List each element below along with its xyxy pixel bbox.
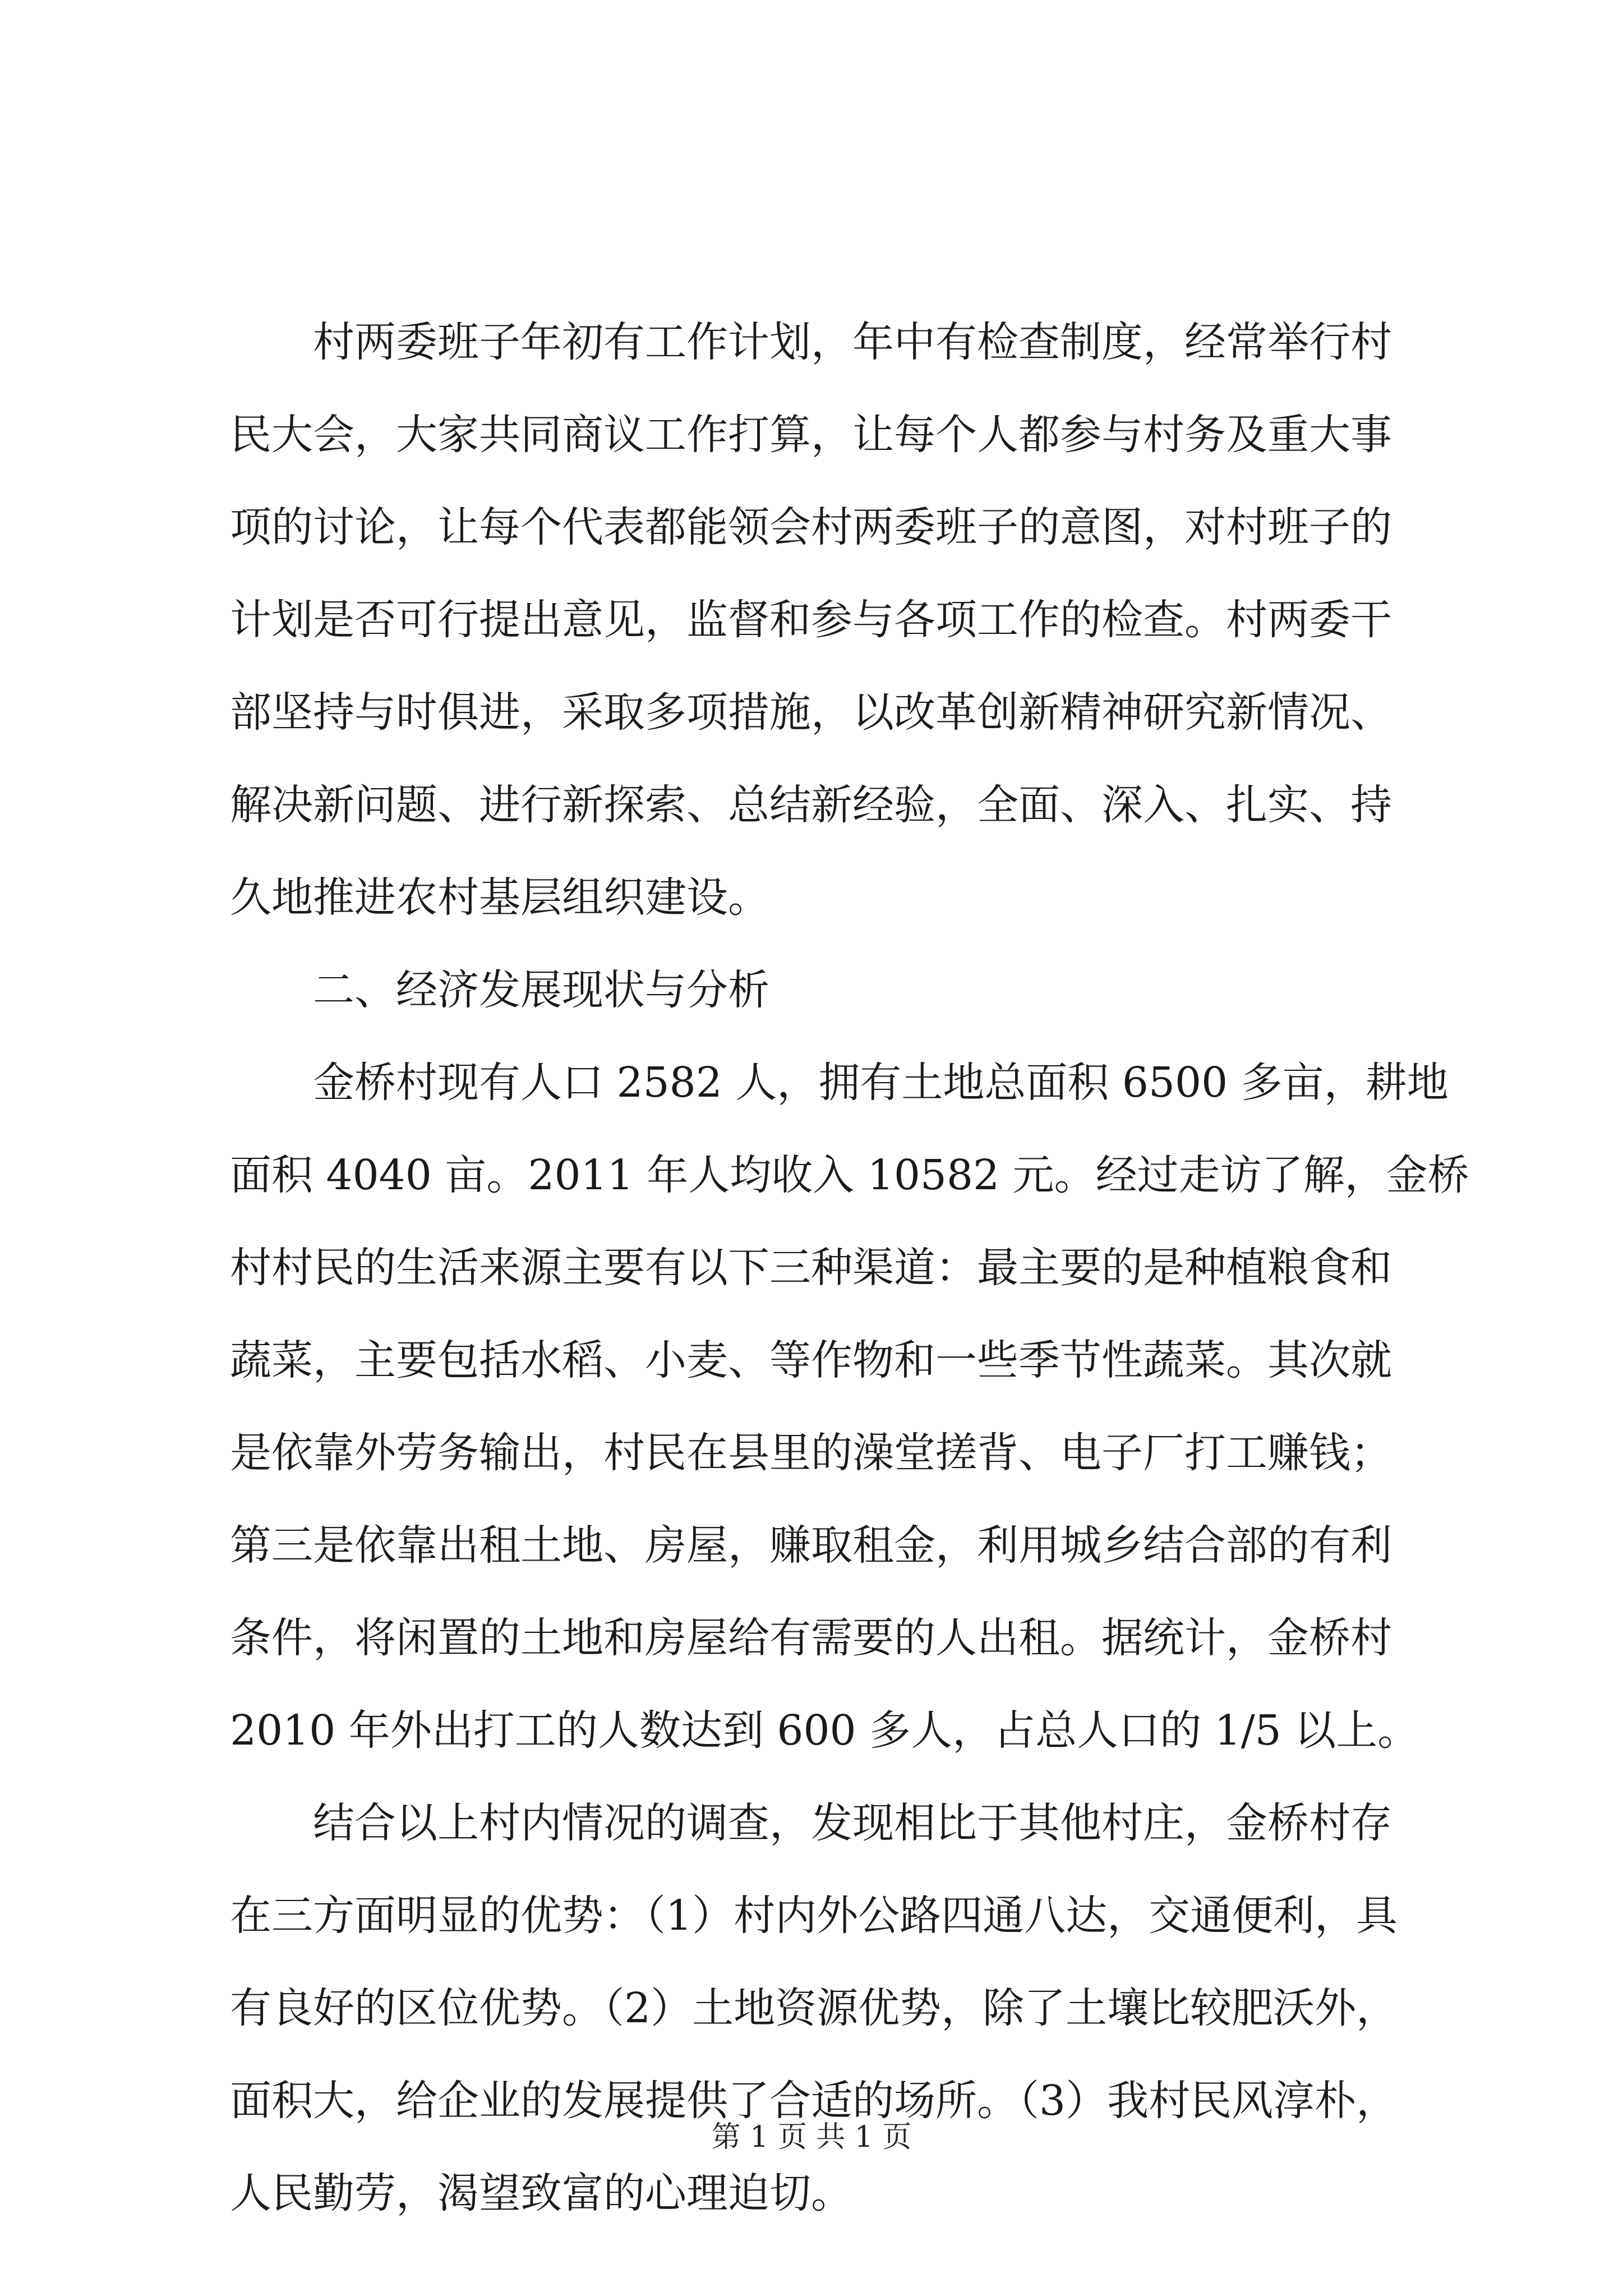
paragraph-line: 计划是否可行提出意见，监督和参与各项工作的检查。村两委干 xyxy=(230,596,1392,644)
page-footer xyxy=(0,2118,1623,2157)
document-body xyxy=(230,296,1469,2240)
paragraph-line: 民大会，大家共同商议工作打算，让每个人都参与村务及重大事 xyxy=(230,411,1392,459)
paragraph-line: 有良好的区位优势。（2）土地资源优势，除了土壤比较肥沃外， xyxy=(230,1984,1398,2032)
paragraph-line: 久地推进农村基层组织建设。 xyxy=(230,873,769,922)
paragraph-line: 部坚持与时俱进，采取多项措施，以改革创新精神研究新情况、 xyxy=(230,688,1392,737)
section-heading: 二、经济发展现状与分析 xyxy=(313,966,769,1014)
paragraph-line: 2010 年外出打工的人数达到 600 多人，占总人口的 1/5 以上。 xyxy=(230,1706,1419,1755)
paragraph-line: 金桥村现有人口 2582 人，拥有土地总面积 6500 多亩，耕地 xyxy=(313,1059,1449,1107)
paragraph-line: 第三是依靠出租土地、房屋，赚取租金，利用城乡结合部的有利 xyxy=(230,1521,1392,1570)
paragraph-line: 面积 4040 亩。2011 年人均收入 10582 元。经过走访了解，金桥 xyxy=(230,1151,1469,1199)
paragraph-line: 村村民的生活来源主要有以下三种渠道：最主要的是种植粮食和 xyxy=(230,1244,1392,1292)
paragraph-line: 蔬菜，主要包括水稻、小麦、等作物和一些季节性蔬菜。其次就 xyxy=(230,1336,1392,1384)
paragraph-line: 在三方面明显的优势：（1）村内外公路四通八达，交通便利，具 xyxy=(230,1892,1398,1940)
paragraph-line: 解决新问题、进行新探索、总结新经验，全面、深入、扎实、持 xyxy=(230,781,1392,829)
paragraph-line: 人民勤劳，渴望致富的心理迫切。 xyxy=(230,2169,852,2217)
paragraph-line: 村两委班子年初有工作计划，年中有检查制度，经常举行村 xyxy=(313,318,1392,366)
paragraph-line: 是依靠外劳务输出，村民在县里的澡堂搓背、电子厂打工赚钱； xyxy=(230,1429,1392,1477)
paragraph-line: 结合以上村内情况的调查，发现相比于其他村庄，金桥村存 xyxy=(313,1799,1392,1847)
paragraph-line: 条件，将闲置的土地和房屋给有需要的人出租。据统计，金桥村 xyxy=(230,1614,1392,1662)
page-number: 第 1 页 共 1 页 xyxy=(711,2120,912,2154)
paragraph-line: 面积大，给企业的发展提供了合适的场所。（3）我村民风淳朴， xyxy=(230,2077,1398,2125)
paragraph-line: 项的讨论，让每个代表都能领会村两委班子的意图，对村班子的 xyxy=(230,503,1392,551)
